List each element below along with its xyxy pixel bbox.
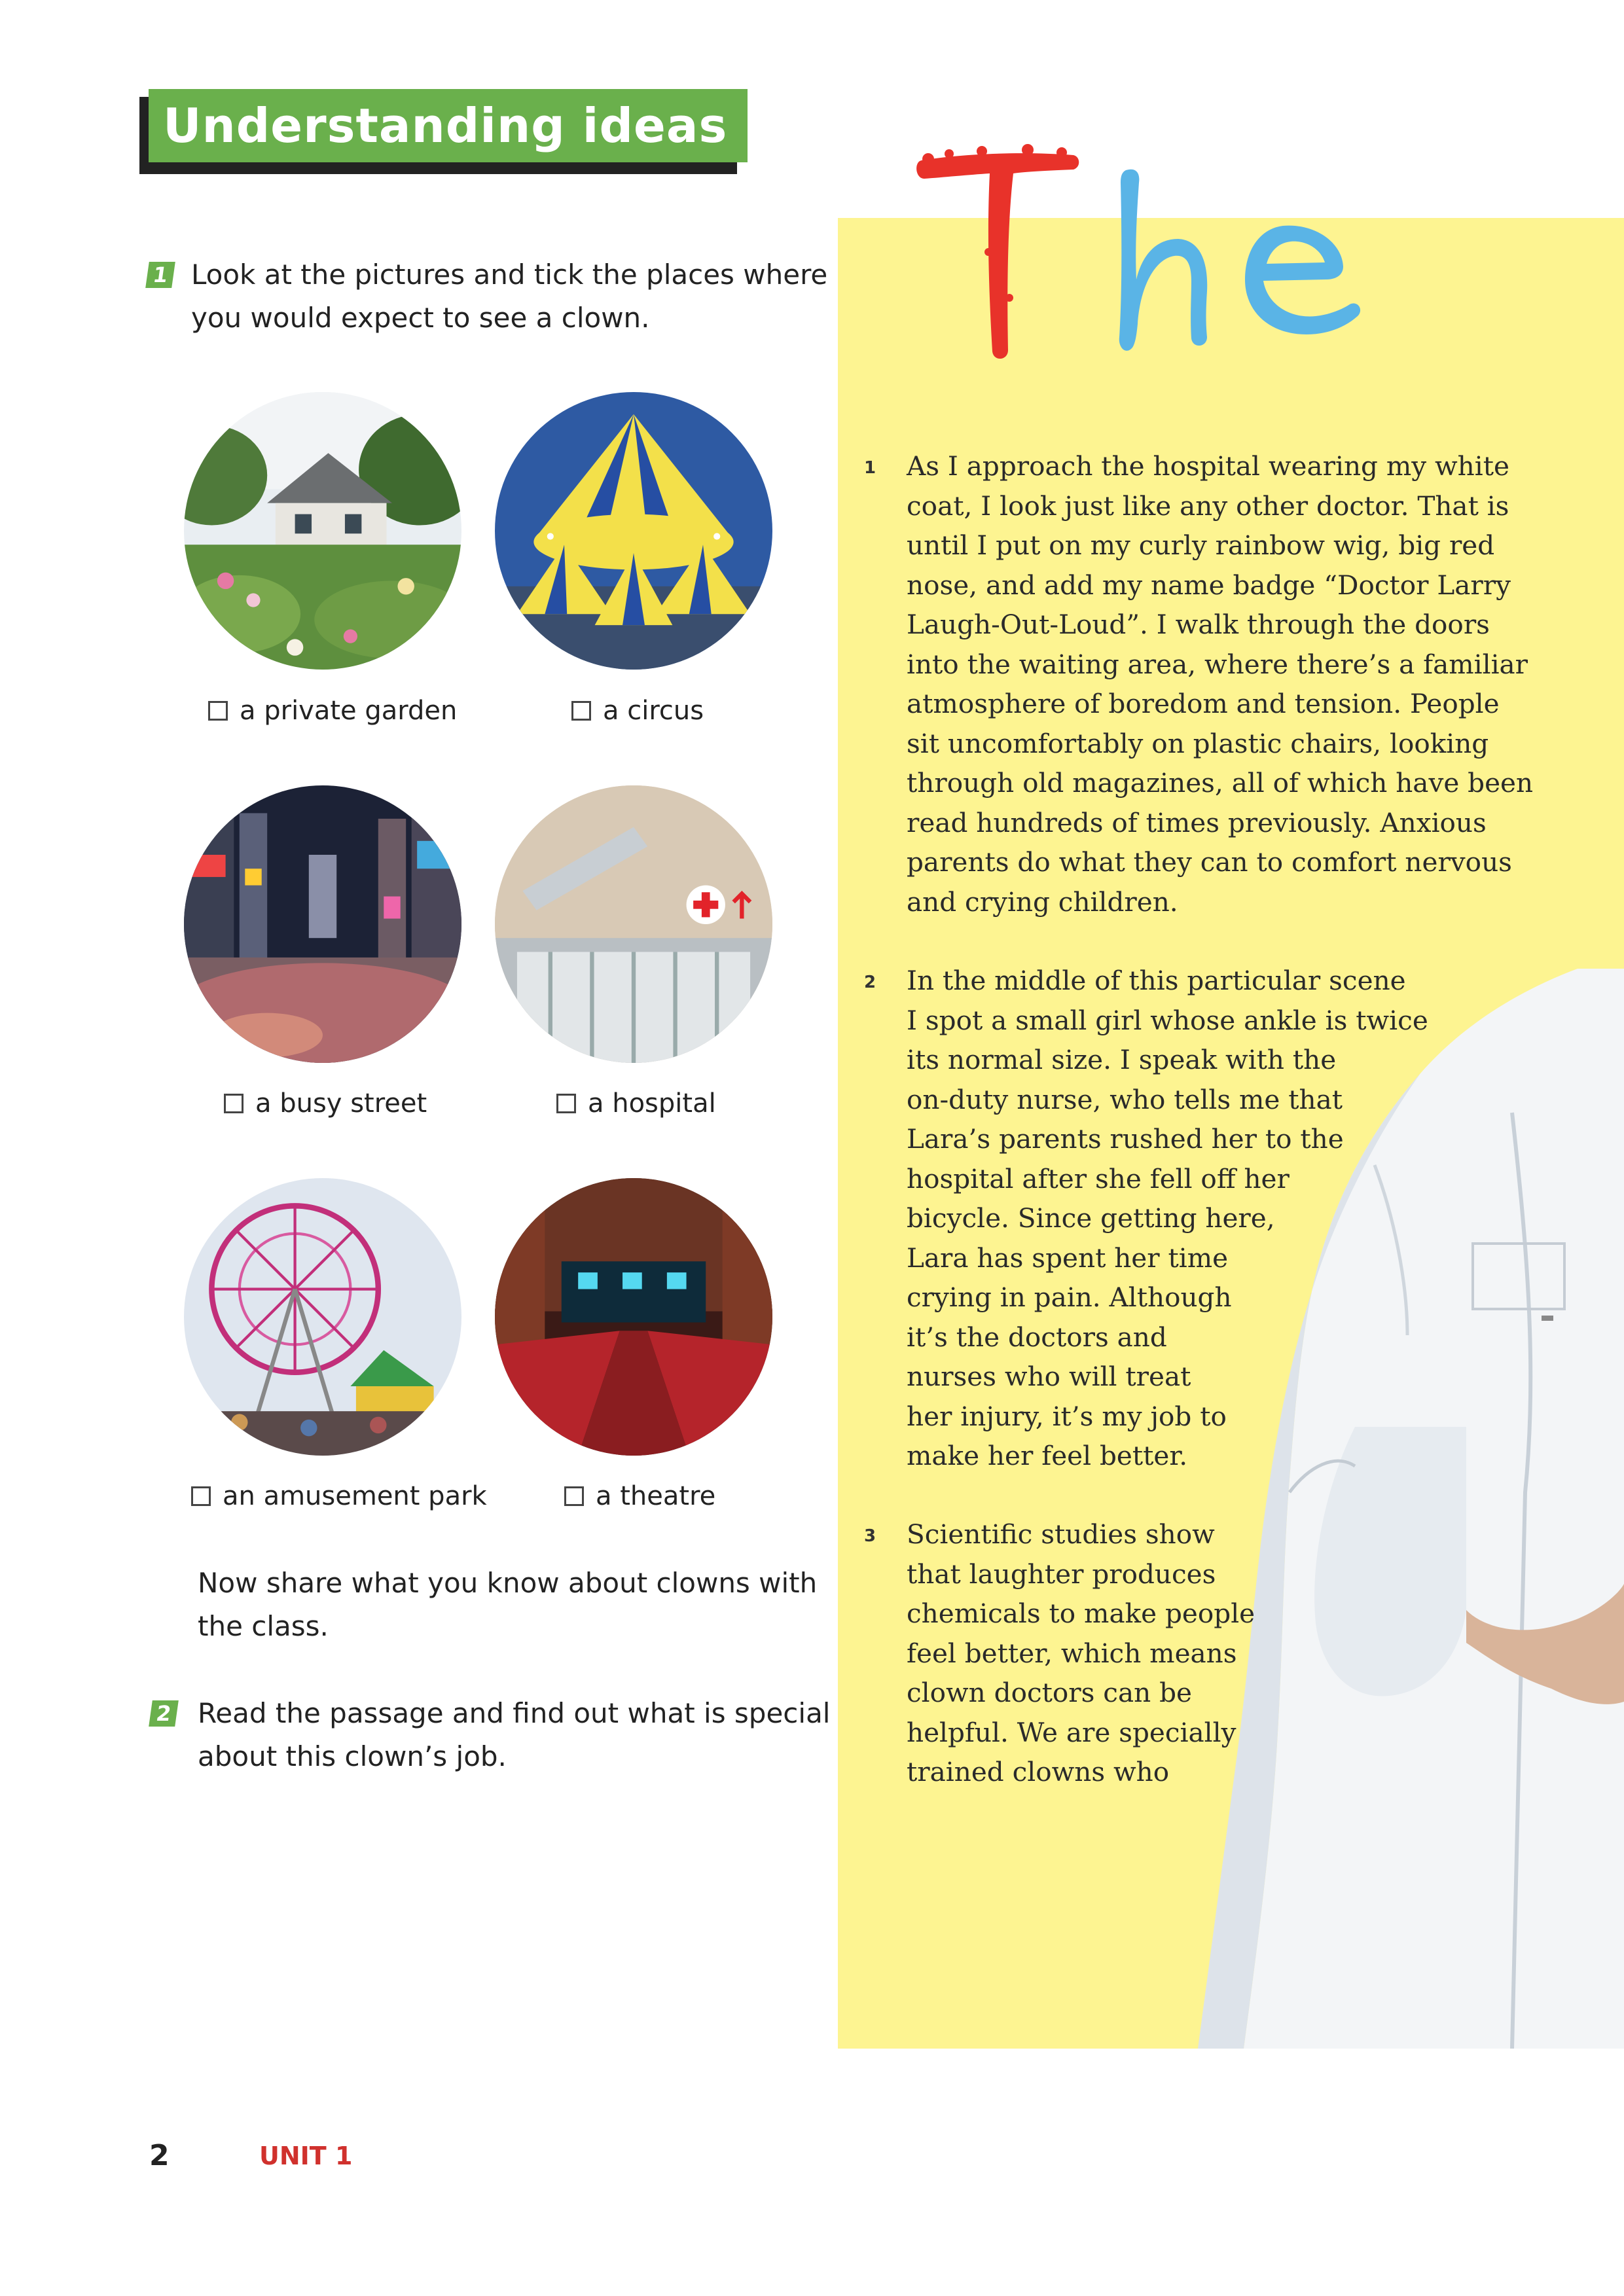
text-line: sit uncomfortably on plastic chairs, looking bbox=[907, 727, 1489, 759]
text-line: Laugh-Out-Loud”. I walk through the doors bbox=[907, 609, 1490, 640]
text-line: that laughter produces bbox=[907, 1558, 1216, 1590]
option-private-garden[interactable] bbox=[208, 696, 457, 726]
text-line: its normal size. I speak with the bbox=[907, 1044, 1337, 1075]
option-label: a busy street bbox=[255, 1088, 427, 1119]
option-label: a hospital bbox=[588, 1088, 716, 1119]
text-line: Scientific studies show bbox=[907, 1518, 1215, 1550]
followup-line: Now share what you know about clowns with bbox=[198, 1567, 818, 1599]
text-line: coat, I look just like any other doctor. That is bbox=[907, 490, 1509, 522]
exercise-1-number: 1 bbox=[145, 262, 175, 288]
checkbox[interactable] bbox=[208, 701, 228, 721]
option-label: a private garden bbox=[240, 696, 458, 726]
text-line: feel better, which means bbox=[907, 1637, 1237, 1669]
text-line: chemicals to make people bbox=[907, 1598, 1255, 1629]
amusement-park-photo bbox=[184, 1178, 461, 1456]
text-line: make her feel better. bbox=[907, 1440, 1188, 1471]
text-line: As I approach the hospital wearing my white bbox=[907, 450, 1509, 482]
circus-photo bbox=[495, 392, 772, 670]
option-label: a theatre bbox=[596, 1481, 716, 1511]
section-header bbox=[149, 89, 748, 162]
section-title: Understanding ideas bbox=[163, 98, 728, 153]
text-line: hospital after she fell off her bbox=[907, 1162, 1290, 1194]
text-line: nose, and add my name badge “Doctor Larry bbox=[907, 569, 1511, 601]
text-line: on-duty nurse, who tells me that bbox=[907, 1083, 1343, 1115]
street-photo bbox=[184, 785, 461, 1063]
checkbox[interactable] bbox=[191, 1486, 211, 1506]
text-line: clown doctors can be bbox=[907, 1677, 1192, 1708]
checkbox[interactable] bbox=[564, 1486, 584, 1506]
option-circus[interactable] bbox=[571, 696, 704, 726]
text-line: until I put on my curly rainbow wig, big red bbox=[907, 529, 1495, 561]
text-line: it’s the doctors and bbox=[907, 1321, 1167, 1353]
instruction-line: Look at the pictures and tick the places where bbox=[191, 259, 828, 291]
text-line: nurses who will treat bbox=[907, 1361, 1191, 1392]
instruction-line: you would expect to see a clown. bbox=[191, 302, 650, 334]
paragraph-number: 3 bbox=[864, 1526, 876, 1546]
text-line: helpful. We are specially bbox=[907, 1716, 1236, 1748]
option-theatre[interactable] bbox=[564, 1481, 715, 1511]
paragraph-2 bbox=[907, 961, 1428, 1476]
checkbox[interactable] bbox=[224, 1094, 244, 1113]
text-line: bicycle. Since getting here, bbox=[907, 1202, 1275, 1234]
text-line: Lara has spent her time bbox=[907, 1242, 1229, 1274]
paragraph-3 bbox=[907, 1515, 1255, 1792]
paragraph-1 bbox=[907, 446, 1533, 922]
instruction-line: about this clown’s job. bbox=[198, 1740, 507, 1772]
option-label: an amusement park bbox=[223, 1481, 487, 1511]
exercise-1-instruction bbox=[191, 253, 827, 340]
text-line: trained clowns who bbox=[907, 1756, 1170, 1787]
checkbox[interactable] bbox=[571, 701, 591, 721]
page-number: 2 bbox=[149, 2139, 170, 2172]
theatre-photo bbox=[495, 1178, 772, 1456]
text-line: parents do what they can to comfort nervous bbox=[907, 846, 1512, 878]
text-line: atmosphere of boredom and tension. People bbox=[907, 688, 1500, 719]
option-amusement-park[interactable] bbox=[191, 1481, 487, 1511]
checkbox[interactable] bbox=[556, 1094, 576, 1113]
garden-photo bbox=[184, 392, 461, 670]
text-line: read hundreds of times previously. Anxious bbox=[907, 806, 1487, 838]
text-line: Lara’s parents rushed her to the bbox=[907, 1123, 1344, 1155]
text-line: In the middle of this particular scene bbox=[907, 965, 1406, 996]
text-line: and crying children. bbox=[907, 886, 1178, 918]
option-busy-street[interactable] bbox=[224, 1088, 427, 1119]
option-label: a circus bbox=[603, 696, 704, 726]
unit-label: UNIT 1 bbox=[259, 2142, 353, 2170]
option-hospital[interactable] bbox=[556, 1088, 716, 1119]
exercise-2-instruction bbox=[198, 1692, 830, 1778]
text-line: through old magazines, all of which have been bbox=[907, 767, 1534, 798]
title-letter-h bbox=[1119, 170, 1207, 351]
text-line: her injury, it’s my job to bbox=[907, 1400, 1227, 1432]
triangle-down-icon bbox=[838, 117, 877, 136]
text-line: I spot a small girl whose ankle is twice bbox=[907, 1004, 1428, 1036]
header-divider bbox=[821, 103, 824, 148]
exercise-1-followup bbox=[198, 1562, 817, 1648]
paragraph-number: 1 bbox=[864, 458, 876, 478]
text-line: crying in pain. Although bbox=[907, 1282, 1232, 1313]
title-letter-e bbox=[1245, 226, 1360, 334]
exercise-2-number: 2 bbox=[149, 1700, 179, 1727]
text-line: into the waiting area, where there’s a familiar bbox=[907, 648, 1528, 680]
paragraph-number: 2 bbox=[864, 973, 876, 992]
article-title-art bbox=[910, 128, 1381, 376]
followup-line: the class. bbox=[198, 1610, 329, 1642]
title-letter-t bbox=[916, 144, 1079, 359]
hospital-photo bbox=[495, 785, 772, 1063]
instruction-line: Read the passage and find out what is special bbox=[198, 1697, 831, 1729]
